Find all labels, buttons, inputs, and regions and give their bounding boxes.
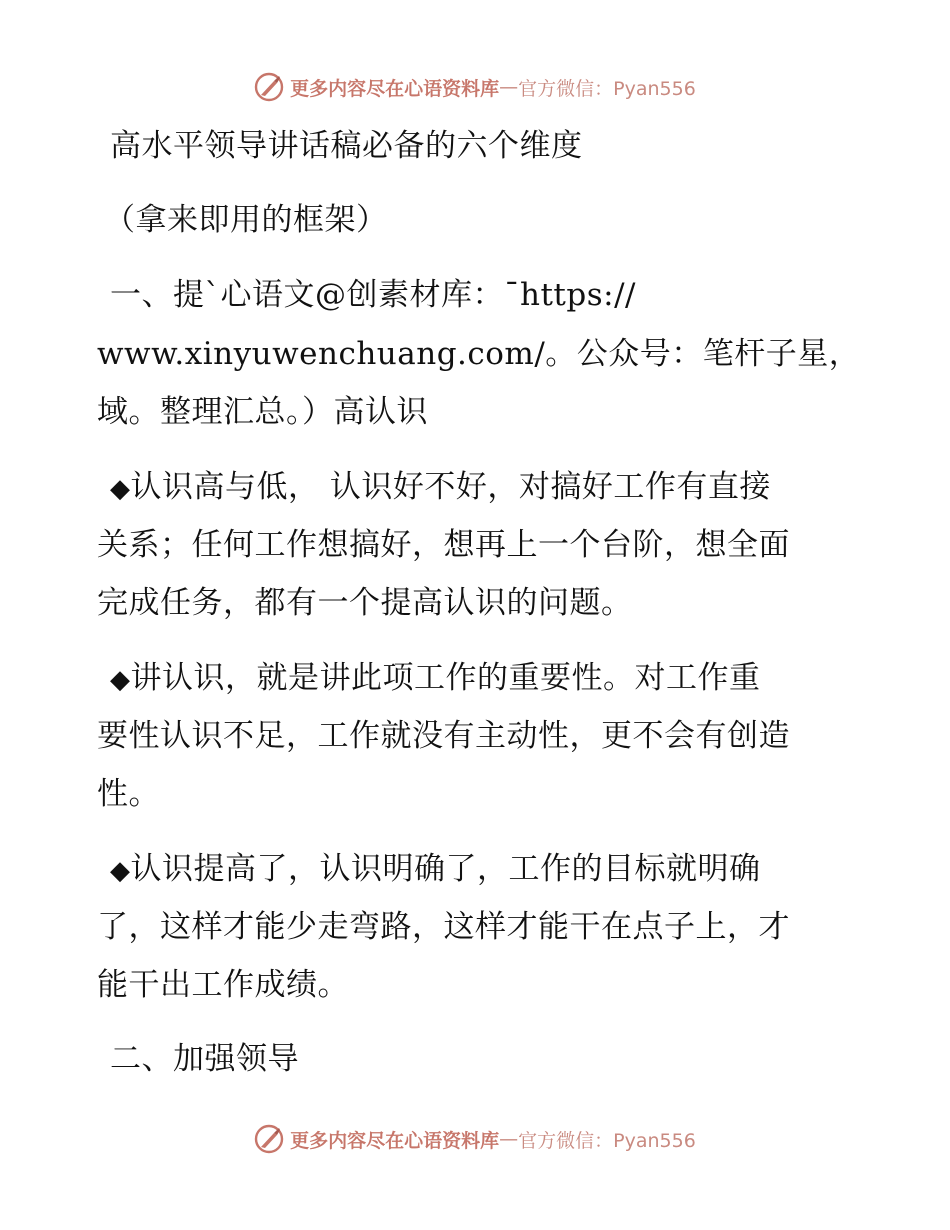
bullet2-line-1 xyxy=(110,649,870,709)
diamond-bullet-icon: ◆ xyxy=(110,856,131,886)
watermark-footer xyxy=(0,1124,950,1154)
section1-line-2: www.xinyuwenchuang.com/。公众号：笔杆子星， xyxy=(97,336,861,372)
section1-line-3: 域。整理汇总。）高认识 xyxy=(97,394,428,430)
bullet1-text-1: 认识高与低， 认识好不好，对搞好工作有直接 xyxy=(130,469,771,505)
diamond-bullet-icon: ◆ xyxy=(110,665,131,695)
quill-logo-icon xyxy=(254,72,284,102)
document-title: 高水平领导讲话稿必备的六个维度 xyxy=(110,128,583,164)
watermark-dash: — xyxy=(499,76,519,98)
bullet3-line-1 xyxy=(110,840,870,900)
bullet3-text-1: 认识提高了，认识明确了，工作的目标就明确 xyxy=(130,851,761,887)
watermark-wechat: 官方微信：Pyan556 xyxy=(518,77,696,100)
watermark-brand: 更多内容尽在心语资料库 xyxy=(290,1129,500,1152)
bullet1-line-2: 关系；任何工作想搞好，想再上一个台阶，想全面 xyxy=(97,527,790,563)
section1-line-1: 一、提`心语文@创素材库：¯https:// xyxy=(110,277,636,313)
bullet2-line-3: 性。 xyxy=(97,776,160,812)
section2-heading: 二、加强领导 xyxy=(110,1041,299,1077)
watermark-wechat: 官方微信：Pyan556 xyxy=(518,1129,696,1152)
bullet1-line-3: 完成任务，都有一个提高认识的问题。 xyxy=(97,585,633,621)
bullet3-line-2: 了，这样才能少走弯路，这样才能干在点子上，才 xyxy=(97,909,790,945)
bullet2-line-2: 要性认识不足，工作就没有主动性，更不会有创造 xyxy=(97,718,790,754)
bullet2-text-1: 讲认识，就是讲此项工作的重要性。对工作重 xyxy=(130,660,761,696)
document-subtitle: （拿来即用的框架） xyxy=(104,202,388,238)
diamond-bullet-icon: ◆ xyxy=(110,474,131,504)
watermark-dash: — xyxy=(499,1128,519,1150)
quill-logo-icon xyxy=(254,1124,284,1154)
watermark-brand: 更多内容尽在心语资料库 xyxy=(290,77,500,100)
watermark-header xyxy=(0,72,950,102)
bullet1-line-1 xyxy=(110,458,870,518)
bullet3-line-3: 能干出工作成绩。 xyxy=(97,967,349,1003)
